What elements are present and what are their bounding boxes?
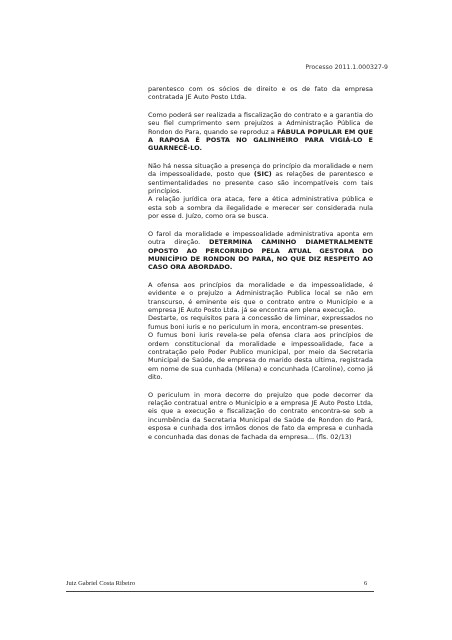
paragraph-text: parentesco com os sócios de direito e os de fato da empresa contratada JE Auto Posto Ltda. [148,85,373,102]
body-paragraph [148,111,373,153]
body-paragraph [148,331,373,381]
paragraph-text: O fumus boni iuris revela-se pela ofensa clara aos princípios de ordem constitucional da moralidade e impessoalidade, face a contratação pelo Poder Publico municipal, por meio da Secretaria Municipal de Saúde, de empresa do marido desta ultima, registrada em nome de sua cunhada (Milena) e concunhada (Caroline), como já dito. [148,331,373,382]
body-paragraph [148,391,373,441]
footer-page-number: 6 [364,580,368,587]
paragraph-text: O periculum in mora decorre do prejuízo que pode decorrer da relação contratual entre o Município e a empresa JE Auto Posto Ltda, eis que a execução e fiscalização do contrato encontra-se sob a incumbência da Secretaria Municipal de Saúde de Rondon do Pará, esposa e cunhada dos irmãos donos de fato da empresa e cunhada e concunhada das donas de fachada da empresa... (fls. 02/13) [148,390,373,441]
document-body [148,85,373,450]
paragraph-text: Destarte, os requisitos para a concessão de liminar, expressados no fumus boni iuris e no periculum in mora, encontram-se presentes. [148,314,373,331]
paragraph-text: Não há nessa situação a presença do princípio da moralidade e nem da impessoalidade, posto que [148,161,373,179]
body-paragraph [148,230,373,272]
body-paragraph [148,162,373,196]
body-paragraph [148,195,373,220]
emphasized-text: DETERMINA CAMINHO DIAMETRALMENTE OPOSTO AO PERCORRIDO PELA ATUAL GESTORA DO MUNICÍPIO DE RONDON DO PARA, NO QUE DIZ RESPEITO AO CASO ORA ABORDADO. [148,238,373,272]
paragraph-text: A ofensa aos princípios da moralidade e da impessoalidade, é evidente e o prejuízo a Administração Publica local se não em transcurso, é eminente eis que o contrato entre o Município e a empresa JE Auto Posto Ltda. já se encontra em plena execução. [148,280,373,314]
footer-divider [66,591,374,592]
emphasized-text: (SIC) [253,170,272,179]
body-paragraph [148,281,373,315]
process-number: Processo 2011.1.000327-9 [305,64,388,71]
body-paragraph [148,314,373,331]
footer-judge-name: Juiz Gabriel Costa Ribeiro [66,580,136,587]
body-paragraph [148,85,373,102]
emphasized-text: FÁBULA POPULAR EM QUE A RAPOSA É POSTA NO GALINHEIRO PARA VIGIÁ-LO E GUARNECÊ-LO. [148,127,373,153]
paragraph-text: as relações de parentesco e sentimentalidades no presente caso são incompatíveis com tais princípios. [148,170,373,196]
paragraph-text: O farol da moralidade e impessoalidade administrativa aponta em outra direção. [148,229,373,247]
paragraph-text: Como poderá ser realizada a fiscalização do contrato e a garantia do seu fiel cumprimento sem prejuízos a Administração Pública de Rondon do Para, quando se reproduz a [148,110,373,136]
paragraph-text: A relação jurídica ora ataca, fere a ética administrativa pública e esta sob a sombra da ilegalidade e merecer ser considerada nula por esse d. Juízo, como ora se busca. [148,195,373,221]
